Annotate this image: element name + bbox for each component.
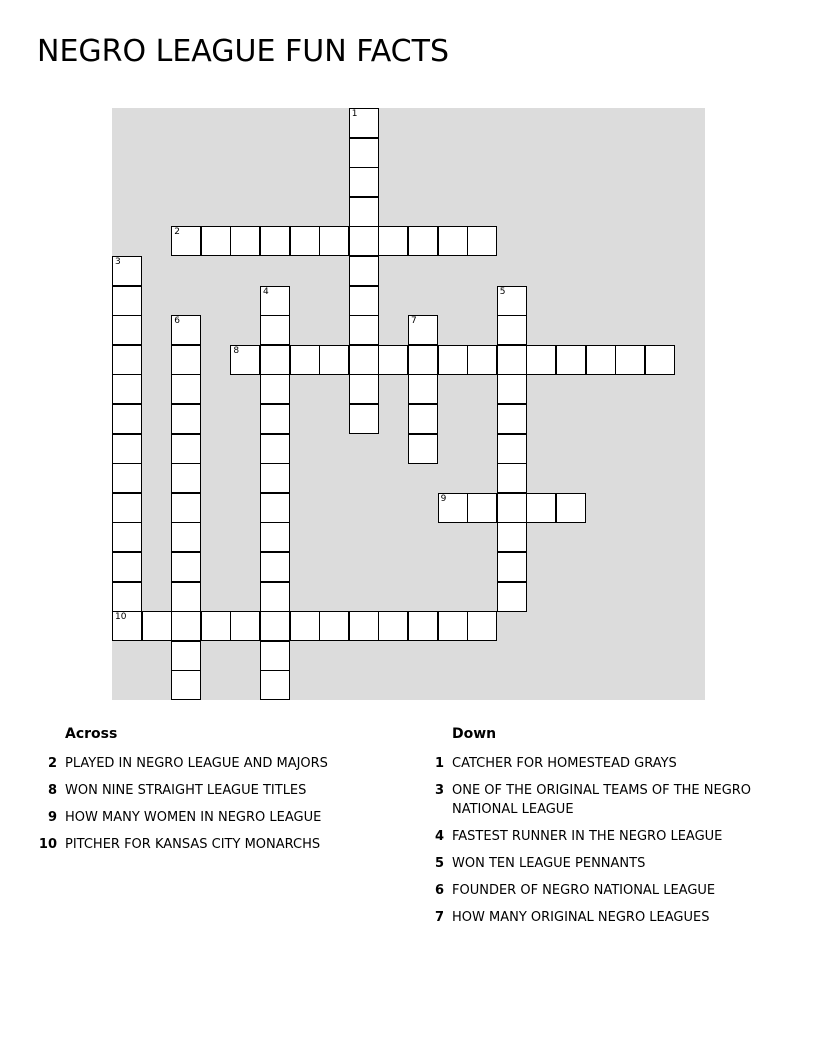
- grid-cell[interactable]: [171, 404, 201, 434]
- grid-cell[interactable]: [230, 611, 260, 641]
- grid-cell[interactable]: [349, 374, 379, 404]
- grid-cell[interactable]: [290, 226, 320, 256]
- grid-cell[interactable]: [260, 670, 290, 700]
- grid-cell[interactable]: [349, 256, 379, 286]
- grid-cell[interactable]: [112, 286, 142, 316]
- grid-cell[interactable]: [438, 226, 468, 256]
- grid-cell[interactable]: [260, 345, 290, 375]
- grid-cell[interactable]: [230, 226, 260, 256]
- across-clue: 8 WON NINE STRAIGHT LEAGUE TITLES: [47, 783, 307, 798]
- clue-number: 2: [174, 227, 180, 238]
- clue-number: 6: [174, 316, 180, 327]
- crossword-grid: [112, 108, 705, 700]
- grid-cell[interactable]: [171, 670, 201, 700]
- grid-cell[interactable]: [260, 641, 290, 671]
- grid-cell[interactable]: [378, 226, 408, 256]
- grid-cell[interactable]: [260, 463, 290, 493]
- grid-cell[interactable]: [378, 345, 408, 375]
- clue-number: 5: [499, 286, 506, 297]
- grid-cell[interactable]: [467, 226, 497, 256]
- down-clues: [423, 722, 783, 935]
- grid-cell[interactable]: [408, 611, 438, 641]
- grid-cell[interactable]: [260, 522, 290, 552]
- grid-cell[interactable]: [171, 345, 201, 375]
- grid-cell[interactable]: [171, 582, 201, 612]
- grid-cell[interactable]: [497, 552, 527, 582]
- grid-cell[interactable]: [171, 552, 201, 582]
- down-clue: 5 WON TEN LEAGUE PENNANTS: [434, 856, 646, 871]
- grid-cell[interactable]: [349, 197, 379, 227]
- grid-cell[interactable]: [112, 374, 142, 404]
- grid-cell[interactable]: [260, 611, 290, 641]
- grid-cell[interactable]: [171, 641, 201, 671]
- grid-cell[interactable]: [260, 552, 290, 582]
- grid-cell[interactable]: [112, 345, 142, 375]
- grid-cell[interactable]: [290, 611, 320, 641]
- grid-cell[interactable]: [408, 404, 438, 434]
- grid-cell[interactable]: [467, 493, 497, 523]
- grid-cell[interactable]: [112, 463, 142, 493]
- grid-cell[interactable]: [319, 345, 349, 375]
- grid-cell[interactable]: [556, 493, 586, 523]
- clue-number: 7: [411, 316, 417, 327]
- across-clue: 2 PLAYED IN NEGRO LEAGUE AND MAJORS: [47, 756, 328, 771]
- grid-cell[interactable]: [112, 522, 142, 552]
- grid-cell[interactable]: [112, 582, 142, 612]
- across-heading: Across: [65, 726, 118, 742]
- down-heading: Down: [452, 726, 497, 742]
- grid-cell[interactable]: [112, 434, 142, 464]
- clue-number: 1: [351, 109, 358, 119]
- grid-cell[interactable]: [408, 345, 438, 375]
- grid-cell[interactable]: [408, 374, 438, 404]
- across-clue: 9 HOW MANY WOMEN IN NEGRO LEAGUE: [47, 810, 322, 825]
- grid-cell[interactable]: [319, 226, 349, 256]
- grid-cell[interactable]: [260, 434, 290, 464]
- grid-cell[interactable]: [112, 315, 142, 345]
- grid-cell[interactable]: [201, 226, 231, 256]
- grid-cell[interactable]: [526, 493, 556, 523]
- grid-cell[interactable]: [645, 345, 675, 375]
- grid-cell[interactable]: [378, 611, 408, 641]
- grid-cell[interactable]: [171, 434, 201, 464]
- page-title: NEGRO LEAGUE FUN FACTS: [37, 34, 450, 69]
- grid-cell[interactable]: [112, 552, 142, 582]
- across-clues: [36, 722, 396, 862]
- down-clue: 7 HOW MANY ORIGINAL NEGRO LEAGUES: [434, 910, 710, 925]
- down-clue: 6 FOUNDER OF NEGRO NATIONAL LEAGUE: [434, 883, 716, 898]
- grid-cell[interactable]: [171, 493, 201, 523]
- grid-cell[interactable]: [142, 611, 172, 641]
- grid-cell[interactable]: [260, 582, 290, 612]
- grid-cell[interactable]: [112, 493, 142, 523]
- clue-number: 8: [233, 345, 240, 356]
- grid-cell[interactable]: [201, 611, 231, 641]
- grid-cell[interactable]: [497, 374, 527, 404]
- clue-number: 4: [263, 286, 269, 297]
- grid-cell[interactable]: [260, 493, 290, 523]
- across-clue: 10 PITCHER FOR KANSAS CITY MONARCHS: [38, 837, 321, 852]
- grid-cell[interactable]: [290, 345, 320, 375]
- grid-cell[interactable]: [349, 404, 379, 434]
- grid-cell[interactable]: [497, 522, 527, 552]
- grid-cell[interactable]: [497, 434, 527, 464]
- grid-cell[interactable]: [349, 138, 379, 168]
- grid-cell[interactable]: [319, 611, 349, 641]
- grid-cell[interactable]: [438, 345, 468, 375]
- grid-cell[interactable]: [260, 226, 290, 256]
- down-clue: 1 CATCHER FOR HOMESTEAD GRAYS: [434, 756, 677, 771]
- grid-cell[interactable]: [349, 315, 379, 345]
- grid-cell[interactable]: [260, 315, 290, 345]
- clue-number: 3: [115, 257, 121, 267]
- grid-cell[interactable]: [497, 493, 527, 523]
- grid-cell[interactable]: [349, 286, 379, 316]
- grid-cell[interactable]: [171, 463, 201, 493]
- grid-cell[interactable]: [171, 374, 201, 404]
- grid-cell[interactable]: [349, 167, 379, 197]
- grid-cell[interactable]: [408, 226, 438, 256]
- grid-cell[interactable]: [171, 611, 201, 641]
- grid-cell[interactable]: [497, 345, 527, 375]
- grid-cell[interactable]: [526, 345, 556, 375]
- grid-cell[interactable]: [467, 611, 497, 641]
- down-clue: 3 ONE OF THE ORIGINAL TEAMS OF THE NEGRO NATIONAL LEAGUE: [434, 783, 752, 817]
- grid-cell[interactable]: [260, 404, 290, 434]
- grid-cell[interactable]: [497, 463, 527, 493]
- grid-cell[interactable]: [349, 345, 379, 375]
- grid-cell[interactable]: [467, 345, 497, 375]
- grid-cell[interactable]: [171, 522, 201, 552]
- grid-cell[interactable]: [349, 226, 379, 256]
- clue-number: 10: [115, 612, 127, 623]
- down-clue: 4 FASTEST RUNNER IN THE NEGRO LEAGUE: [434, 829, 723, 844]
- grid-cell[interactable]: [497, 404, 527, 434]
- grid-cell[interactable]: [112, 404, 142, 434]
- grid-cell[interactable]: [260, 374, 290, 404]
- grid-cell[interactable]: [349, 611, 379, 641]
- grid-cell[interactable]: [497, 582, 527, 612]
- grid-cell[interactable]: [556, 345, 586, 375]
- clue-number: 9: [440, 493, 447, 504]
- grid-cell[interactable]: [438, 611, 468, 641]
- grid-cell[interactable]: [586, 345, 616, 375]
- grid-cell[interactable]: [497, 315, 527, 345]
- grid-cell[interactable]: [615, 345, 645, 375]
- grid-cell[interactable]: [408, 434, 438, 464]
